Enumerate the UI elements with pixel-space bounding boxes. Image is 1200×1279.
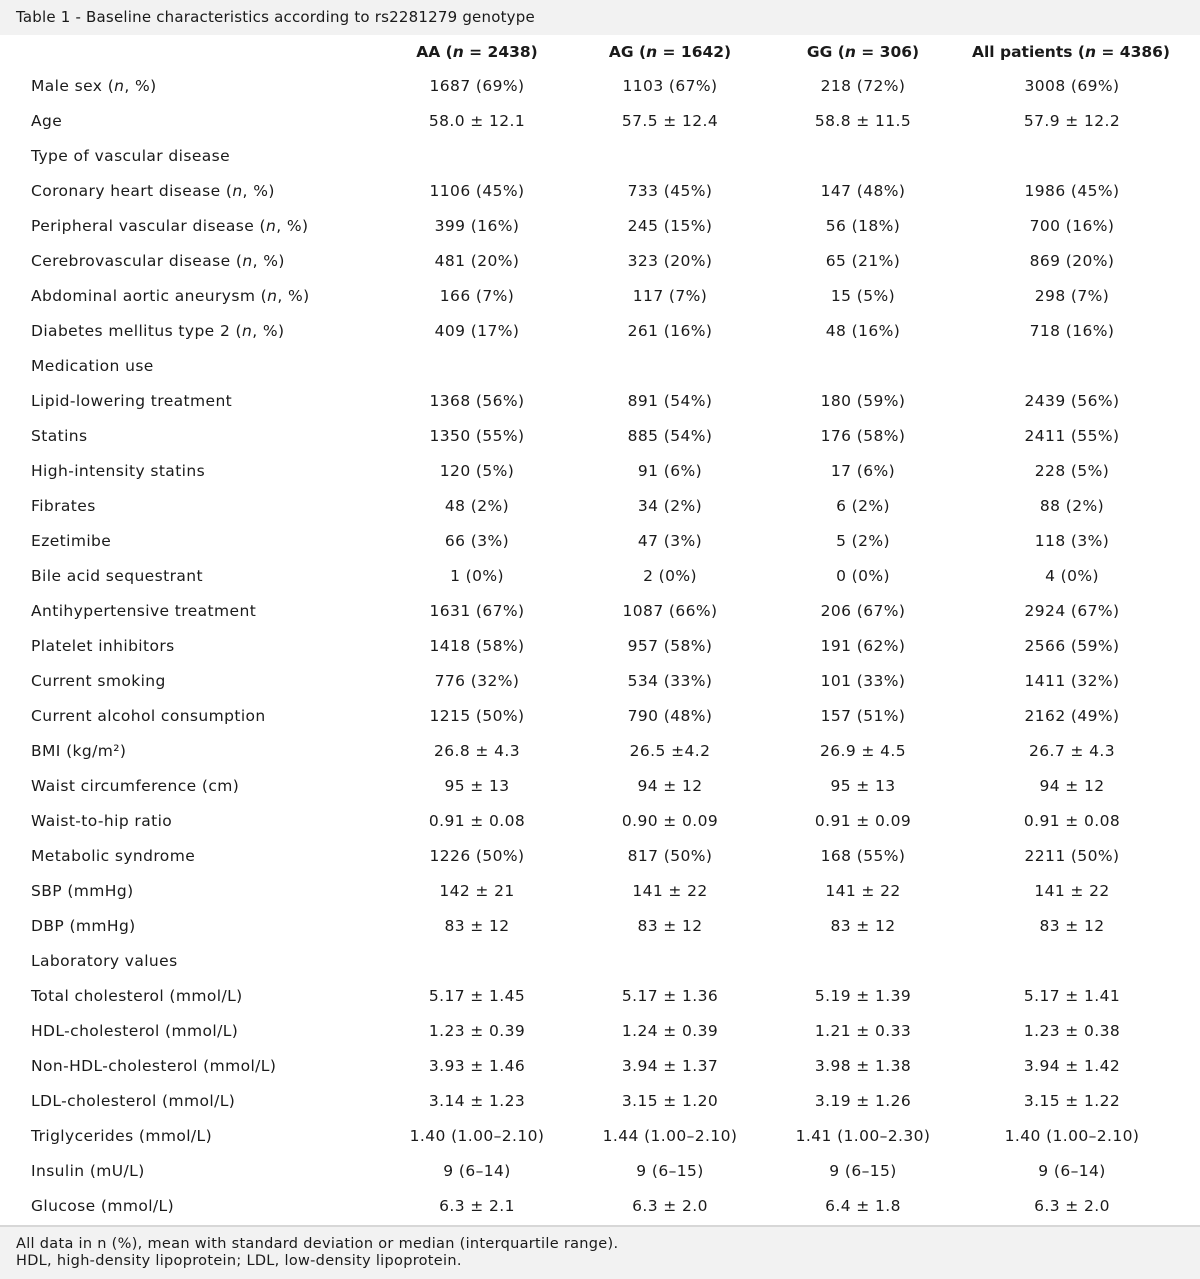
table-cell: 0.90 ± 0.09	[621, 812, 719, 830]
row-label: SBP (mmHg)	[31, 882, 134, 900]
table-cell	[570, 945, 770, 980]
table-cell: 1215 (50%)	[429, 707, 525, 725]
table-cell: 1.40 (1.00–2.10)	[409, 1127, 545, 1145]
table-cell: 1687 (69%)	[429, 77, 525, 95]
table-cell: 6.3 ± 2.0	[1034, 1197, 1110, 1215]
table-row	[0, 805, 1200, 840]
row-label: Laboratory values	[31, 952, 178, 970]
table-cell: 166 (7%)	[439, 287, 515, 305]
table-cell	[570, 140, 770, 175]
table-cell: 1986 (45%)	[1024, 182, 1120, 200]
header-aa: AA (n = 2438)	[416, 43, 538, 61]
table-cell: 57.5 ± 12.4	[621, 112, 719, 130]
table-cell	[377, 945, 577, 980]
table-row	[0, 735, 1200, 770]
table-cell: 91 (6%)	[637, 462, 703, 480]
table-cell: 83 ± 12	[444, 917, 510, 935]
table-cell: 6 (2%)	[836, 497, 890, 515]
table-cell: 5.17 ± 1.41	[1023, 987, 1121, 1005]
table-cell: 3.19 ± 1.26	[814, 1092, 912, 1110]
table-cell: 3.93 ± 1.46	[428, 1057, 526, 1075]
table-cell: 48 (2%)	[444, 497, 510, 515]
header-ag: AG (n = 1642)	[608, 43, 732, 61]
row-label: Peripheral vascular disease (n, %)	[31, 217, 309, 235]
row-label: DBP (mmHg)	[31, 917, 136, 935]
table-cell: 1411 (32%)	[1024, 672, 1120, 690]
table-cell: 3.14 ± 1.23	[428, 1092, 526, 1110]
table-cell: 1226 (50%)	[429, 847, 525, 865]
table-row	[0, 280, 1200, 315]
row-label: Age	[31, 112, 63, 130]
table-cell: 56 (18%)	[825, 217, 901, 235]
table-cell: 1.21 ± 0.33	[814, 1022, 912, 1040]
table-cell: 66 (3%)	[444, 532, 510, 550]
table-cell: 218 (72%)	[820, 77, 906, 95]
header-all-patients: All patients (n = 4386)	[971, 43, 1171, 61]
table-cell: 5 (2%)	[836, 532, 890, 550]
row-label: Statins	[31, 427, 88, 445]
table-row	[0, 70, 1200, 105]
table-cell: 6.3 ± 2.0	[632, 1197, 708, 1215]
row-label: Ezetimibe	[31, 532, 112, 550]
table-cell: 790 (48%)	[627, 707, 713, 725]
table-row	[0, 315, 1200, 350]
row-label: Coronary heart disease (n, %)	[31, 182, 275, 200]
table-cell: 733 (45%)	[627, 182, 713, 200]
row-label: Current smoking	[31, 672, 166, 690]
table-row	[0, 980, 1200, 1015]
table-footnotes	[0, 1227, 1200, 1279]
table-cell	[570, 350, 770, 385]
table-cell: 9 (6–15)	[829, 1162, 897, 1180]
table-cell: 9 (6–15)	[636, 1162, 704, 1180]
table-row	[0, 105, 1200, 140]
table-cell: 1 (0%)	[450, 567, 504, 585]
table-cell: 1.24 ± 0.39	[621, 1022, 719, 1040]
table-cell: 191 (62%)	[820, 637, 906, 655]
table-cell: 0.91 ± 0.08	[1023, 812, 1121, 830]
table-cell: 718 (16%)	[1029, 322, 1115, 340]
table-cell: 1.23 ± 0.38	[1023, 1022, 1121, 1040]
table-cell: 5.17 ± 1.36	[621, 987, 719, 1005]
table-cell: 95 ± 13	[444, 777, 510, 795]
table-cell	[377, 140, 577, 175]
table-cell: 120 (5%)	[439, 462, 515, 480]
table-cell	[962, 945, 1182, 980]
table-cell: 9 (6–14)	[443, 1162, 511, 1180]
table-row	[0, 875, 1200, 910]
table-cell: 48 (16%)	[825, 322, 901, 340]
table-cell: 141 ± 22	[1034, 882, 1110, 900]
table-cell: 1418 (58%)	[429, 637, 525, 655]
baseline-table	[0, 35, 1200, 1225]
table-row	[0, 910, 1200, 945]
table-cell: 323 (20%)	[627, 252, 713, 270]
table-row	[0, 700, 1200, 735]
row-label: Total cholesterol (mmol/L)	[31, 987, 243, 1005]
table-cell: 2162 (49%)	[1024, 707, 1120, 725]
table-cell: 399 (16%)	[434, 217, 520, 235]
table-cell: 245 (15%)	[627, 217, 713, 235]
table-cell: 1350 (55%)	[429, 427, 525, 445]
table-cell: 1.40 (1.00–2.10)	[1004, 1127, 1140, 1145]
table-row	[0, 210, 1200, 245]
table-cell: 206 (67%)	[820, 602, 906, 620]
table-cell: 83 ± 12	[1039, 917, 1105, 935]
row-label: Male sex (n, %)	[31, 77, 157, 95]
table-cell: 168 (55%)	[820, 847, 906, 865]
table-cell	[763, 140, 963, 175]
table-cell: 3.15 ± 1.20	[621, 1092, 719, 1110]
table-row	[0, 630, 1200, 665]
table-cell: 6.3 ± 2.1	[439, 1197, 515, 1215]
row-label: HDL-cholesterol (mmol/L)	[31, 1022, 239, 1040]
table-cell: 1103 (67%)	[622, 77, 718, 95]
table-cell: 957 (58%)	[627, 637, 713, 655]
row-label: Current alcohol consumption	[31, 707, 266, 725]
row-label: Type of vascular disease	[31, 147, 231, 165]
table-cell: 0.91 ± 0.08	[428, 812, 526, 830]
table-row	[0, 140, 1200, 175]
footnote-line: HDL, high-density lipoprotein; LDL, low-density lipoprotein.	[16, 1253, 462, 1269]
table-row	[0, 1085, 1200, 1120]
row-label: Waist-to-hip ratio	[31, 812, 173, 830]
table-cell: 26.7 ± 4.3	[1028, 742, 1115, 760]
row-label: Fibrates	[31, 497, 96, 515]
table-cell: 534 (33%)	[627, 672, 713, 690]
table-cell: 142 ± 21	[439, 882, 515, 900]
table-row	[0, 385, 1200, 420]
table-cell: 261 (16%)	[627, 322, 713, 340]
table-cell: 228 (5%)	[1034, 462, 1110, 480]
row-label: Lipid-lowering treatment	[31, 392, 233, 410]
table-cell: 5.19 ± 1.39	[814, 987, 912, 1005]
table-cell: 101 (33%)	[820, 672, 906, 690]
table-cell: 1.41 (1.00–2.30)	[795, 1127, 931, 1145]
table-cell: 57.9 ± 12.2	[1023, 112, 1121, 130]
table-row	[0, 455, 1200, 490]
table-cell: 1087 (66%)	[622, 602, 718, 620]
table-row	[0, 1155, 1200, 1190]
table-cell: 117 (7%)	[632, 287, 708, 305]
table-cell: 3.98 ± 1.38	[814, 1057, 912, 1075]
row-label: BMI (kg/m²)	[31, 742, 127, 760]
table-row	[0, 175, 1200, 210]
table-cell: 176 (58%)	[820, 427, 906, 445]
table-cell: 147 (48%)	[820, 182, 906, 200]
table-cell: 1631 (67%)	[429, 602, 525, 620]
table-row	[0, 945, 1200, 980]
table-cell: 0.91 ± 0.09	[814, 812, 912, 830]
table-cell: 2439 (56%)	[1024, 392, 1120, 410]
table-cell: 5.17 ± 1.45	[428, 987, 526, 1005]
table-cell: 1.44 (1.00–2.10)	[602, 1127, 738, 1145]
table-cell: 2566 (59%)	[1024, 637, 1120, 655]
table-cell: 885 (54%)	[627, 427, 713, 445]
row-label: Insulin (mU/L)	[31, 1162, 145, 1180]
table-cell: 17 (6%)	[830, 462, 896, 480]
table-cell: 4 (0%)	[1045, 567, 1099, 585]
table-cell: 1368 (56%)	[429, 392, 525, 410]
table-cell: 891 (54%)	[627, 392, 713, 410]
table-cell: 0 (0%)	[836, 567, 890, 585]
row-label: High-intensity statins	[31, 462, 206, 480]
table-cell: 869 (20%)	[1029, 252, 1115, 270]
table-cell	[962, 350, 1182, 385]
row-label: Metabolic syndrome	[31, 847, 196, 865]
row-label: Antihypertensive treatment	[31, 602, 257, 620]
table-cell: 3.15 ± 1.22	[1023, 1092, 1121, 1110]
table-cell: 58.8 ± 11.5	[814, 112, 912, 130]
table-cell: 118 (3%)	[1034, 532, 1110, 550]
table-cell: 817 (50%)	[627, 847, 713, 865]
table-row	[0, 1190, 1200, 1225]
row-label: LDL-cholesterol (mmol/L)	[31, 1092, 236, 1110]
table-row	[0, 770, 1200, 805]
row-label: Non-HDL-cholesterol (mmol/L)	[31, 1057, 277, 1075]
table-cell: 2411 (55%)	[1024, 427, 1120, 445]
table-cell: 88 (2%)	[1039, 497, 1105, 515]
table-cell: 26.8 ± 4.3	[433, 742, 520, 760]
table-cell: 2211 (50%)	[1024, 847, 1120, 865]
footnote-line: All data in n (%), mean with standard deviation or median (interquartile range).	[16, 1236, 619, 1252]
row-label: Bile acid sequestrant	[31, 567, 203, 585]
table-row	[0, 595, 1200, 630]
table-row	[0, 525, 1200, 560]
table-cell: 15 (5%)	[830, 287, 896, 305]
table-cell: 65 (21%)	[825, 252, 901, 270]
table-cell: 26.9 ± 4.5	[819, 742, 906, 760]
table-cell: 157 (51%)	[820, 707, 906, 725]
table-cell: 409 (17%)	[434, 322, 520, 340]
table-body	[0, 70, 1200, 1225]
table-cell: 776 (32%)	[434, 672, 520, 690]
table-cell: 94 ± 12	[1039, 777, 1105, 795]
table-cell	[763, 945, 963, 980]
table-cell: 2924 (67%)	[1024, 602, 1120, 620]
table-cell: 47 (3%)	[637, 532, 703, 550]
row-label: Triglycerides (mmol/L)	[31, 1127, 213, 1145]
table-cell: 1.23 ± 0.39	[428, 1022, 526, 1040]
table-row	[0, 1050, 1200, 1085]
table-cell: 95 ± 13	[830, 777, 896, 795]
header-gg: GG (n = 306)	[806, 43, 920, 61]
table-row	[0, 560, 1200, 595]
row-label: Glucose (mmol/L)	[31, 1197, 175, 1215]
table-cell: 6.4 ± 1.8	[825, 1197, 901, 1215]
table-cell: 83 ± 12	[637, 917, 703, 935]
table-cell: 3.94 ± 1.42	[1023, 1057, 1121, 1075]
table-row	[0, 840, 1200, 875]
row-label: Diabetes mellitus type 2 (n, %)	[31, 322, 285, 340]
table-row	[0, 490, 1200, 525]
table-cell: 700 (16%)	[1029, 217, 1115, 235]
table-row	[0, 350, 1200, 385]
table-cell	[763, 350, 963, 385]
table-cell: 83 ± 12	[830, 917, 896, 935]
table-cell: 26.5 ±4.2	[629, 742, 711, 760]
table-cell: 3.94 ± 1.37	[621, 1057, 719, 1075]
row-label: Abdominal aortic aneurysm (n, %)	[31, 287, 310, 305]
row-label: Medication use	[31, 357, 154, 375]
table-cell: 298 (7%)	[1034, 287, 1110, 305]
table-cell: 481 (20%)	[434, 252, 520, 270]
table-row	[0, 1015, 1200, 1050]
row-label: Waist circumference (cm)	[31, 777, 240, 795]
table-cell: 3008 (69%)	[1024, 77, 1120, 95]
table-cell: 141 ± 22	[825, 882, 901, 900]
row-label: Cerebrovascular disease (n, %)	[31, 252, 285, 270]
table-caption: Table 1 - Baseline characteristics according to rs2281279 genotype	[0, 0, 1200, 35]
table-cell: 9 (6–14)	[1038, 1162, 1106, 1180]
table-header-row	[0, 35, 1200, 70]
table-cell: 1106 (45%)	[429, 182, 525, 200]
table-cell	[962, 140, 1182, 175]
table-cell	[377, 350, 577, 385]
row-label: Platelet inhibitors	[31, 637, 175, 655]
table-row	[0, 665, 1200, 700]
table-row	[0, 1120, 1200, 1155]
table-row	[0, 245, 1200, 280]
table-cell: 94 ± 12	[637, 777, 703, 795]
table-cell: 180 (59%)	[820, 392, 906, 410]
table-cell: 141 ± 22	[632, 882, 708, 900]
table-cell: 34 (2%)	[637, 497, 703, 515]
table-cell: 58.0 ± 12.1	[428, 112, 526, 130]
table-cell: 2 (0%)	[643, 567, 697, 585]
table-row	[0, 420, 1200, 455]
